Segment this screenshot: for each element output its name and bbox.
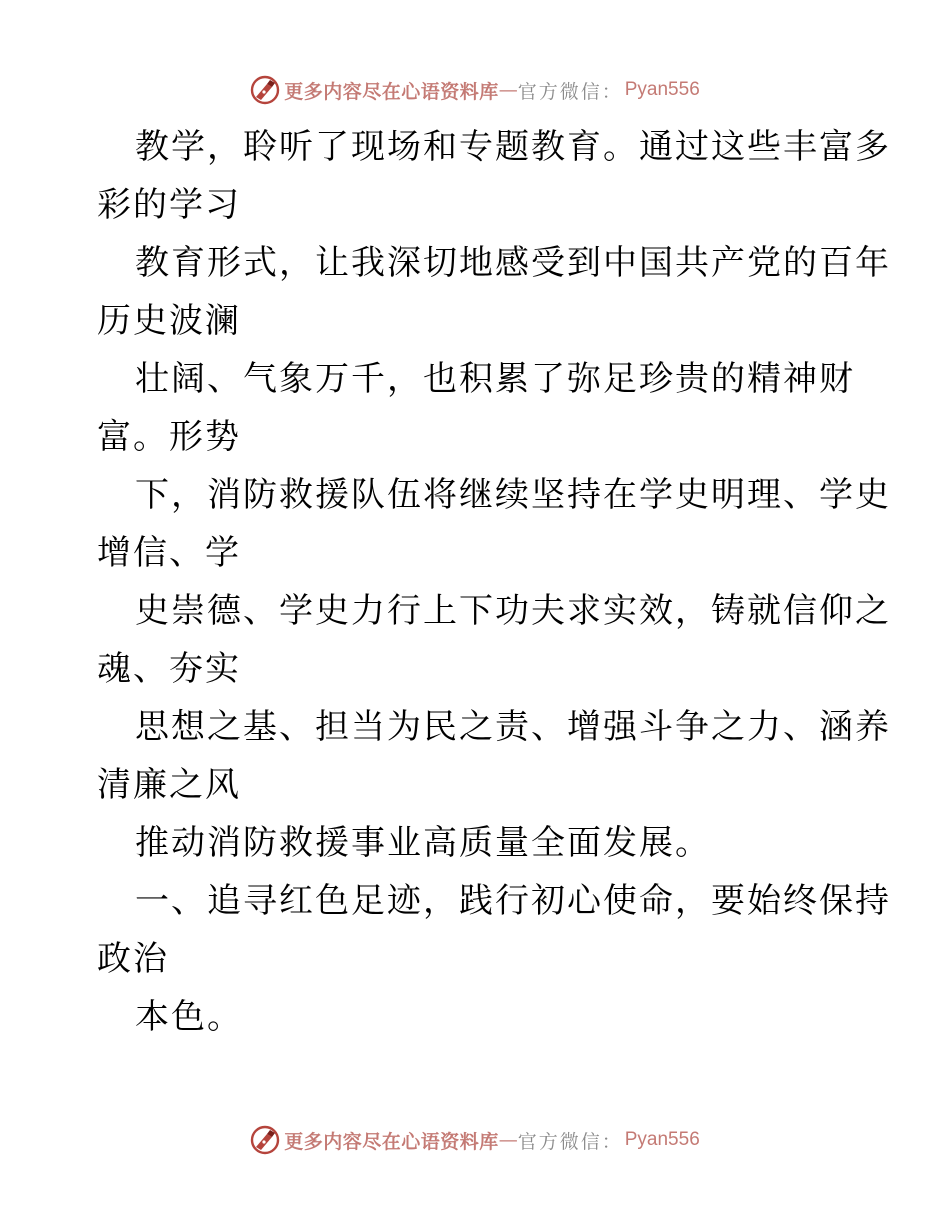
body-line: 思想之基、担当为民之责、增强斗争之力、涵养 [135,707,891,747]
footer-wechat-id: Pyan556 [624,1129,700,1150]
header-official-label: 官方微信： [517,80,623,103]
body-line: 政治 [97,939,169,979]
header-promo-text: 更多内容尽在心语资料库 [284,80,499,103]
header-dash: — [498,79,518,101]
body-line: 下，消防救援队伍将继续坚持在学史明理、学史 [135,475,891,515]
header-wechat-id: Pyan556 [624,79,700,100]
body-line: 本色。 [135,997,243,1037]
body-line: 教学，聆听了现场和专题教育。通过这些丰富多 [135,127,891,167]
body-line: 富。形势 [97,417,241,457]
body-line: 壮阔、气象万千，也积累了弥足珍贵的精神财 [135,359,855,399]
body-line: 清廉之风 [97,765,241,805]
body-line: 彩的学习 [97,185,241,225]
footer-banner [0,1122,950,1158]
body-line: 教育形式，让我深切地感受到中国共产党的百年 [135,243,891,283]
pen-nib-logo-icon [250,75,280,105]
footer-dash: — [498,1129,518,1151]
body-line: 历史波澜 [97,301,241,341]
body-line: 推动消防救援事业高质量全面发展。 [135,823,711,863]
header-banner [0,72,950,108]
body-line: 史崇德、学史力行上下功夫求实效，铸就信仰之 [135,591,891,631]
body-line: 魂、夯实 [97,649,241,689]
body-line: 一、追寻红色足迹，践行初心使命，要始终保持 [135,881,891,921]
footer-official-label: 官方微信： [517,1130,623,1153]
footer-promo-text: 更多内容尽在心语资料库 [284,1130,499,1153]
pen-nib-logo-icon [250,1125,280,1155]
body-line: 增信、学 [97,533,241,573]
document-body [97,118,891,1046]
